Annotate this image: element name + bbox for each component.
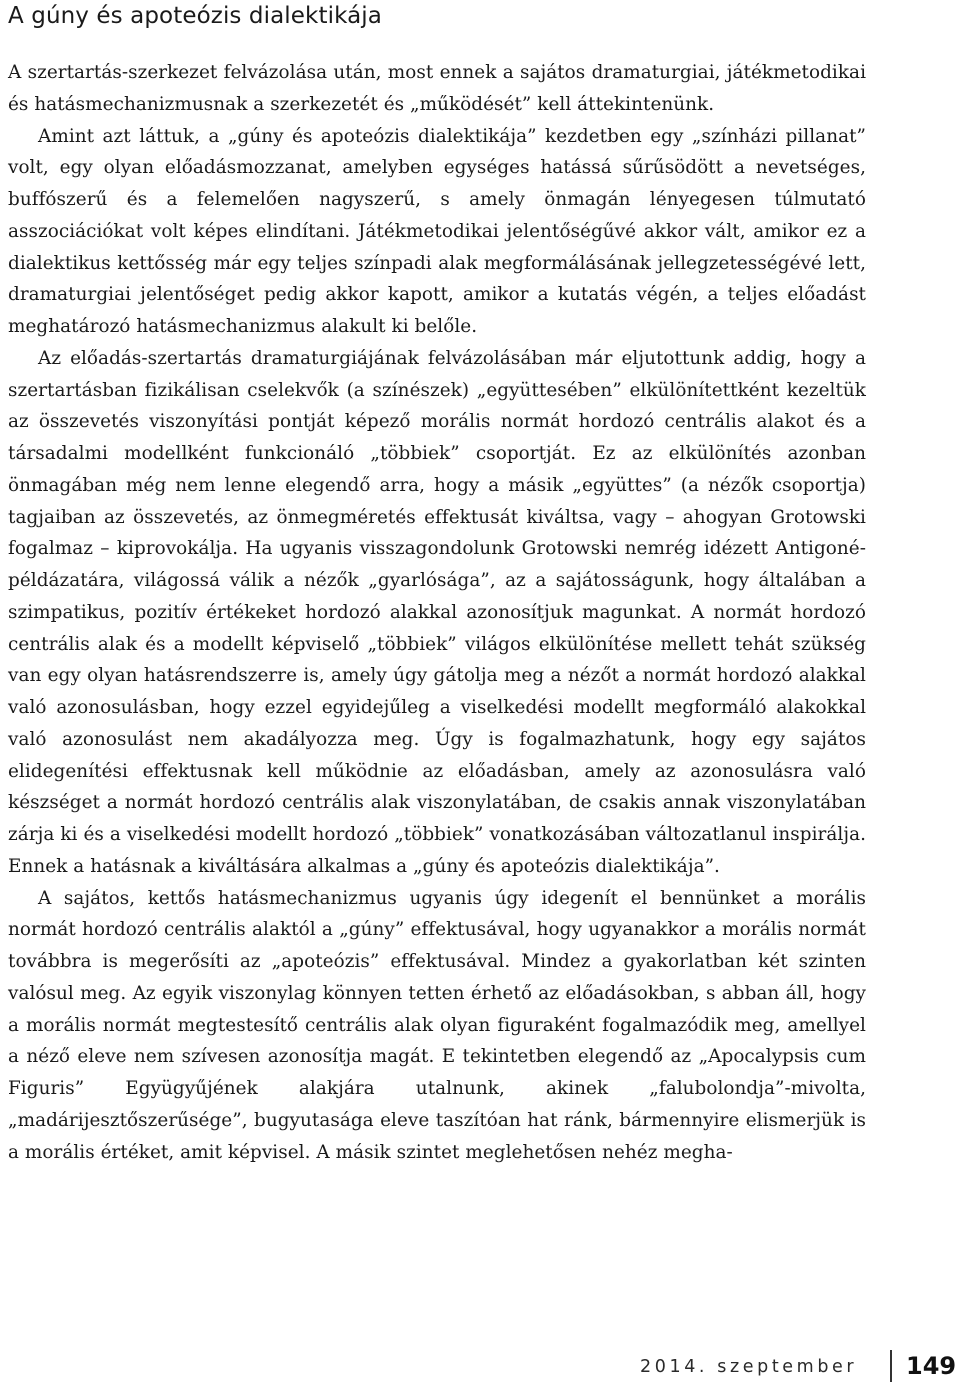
paragraph-dialectics: Amint azt láttuk, a „gúny és apoteózis dialektikája” kezdetben egy „színházi pillanat” volt, egy olyan előadásmozzanat, amelyben egységes hatássá sűrűsödött a nevetséges, buffószerű és a felemelően nagyszerű, s amely önmagán lényegesen túlmutató asszociációkat volt képes elindítani. Játékmetodikai jelentőségűvé akkor vált, amikor ez a dialektikus kettősség már egy teljes színpadi alak megformálásának jellegzetességévé lett, dramaturgiai jelentőséget pedig akkor kapott, amikor a kutatás végén, a teljes előadást meghatározó hatásmechanizmus alakult ki belőle. — [8, 125, 866, 337]
paragraph-mechanism: A sajátos, kettős hatásmechanizmus ugyanis úgy idegenít el bennünket a morális normát hordozó centrális alaktól a „gúny” effektusával, hogy ugyanakkor a morális normát továbbra is megerősíti az „apoteózis” effektusával. Mindez a gyakorlatban két szinten valósul meg. Az egyik viszonylag könnyen tetten érhető az előadásokban, s abban áll, hogy a morális normát megtestesítő centrális alak olyan figuraként fogalmazódik meg, amellyel a néző eleve nem szívesen azonosítja magát. E tekintetben elegendő az „Apocalypsis cum Figuris” Együgyűjének alakjára utalnunk, akinek „falubolondja”-mivolta, „madárijesztőszerűsége”, bugyutasága eleve taszítóan hat ránk, bármennyire elismerjük is a morális értéket, amit képvisel. A másik szintet meglehetősen nehéz megha- — [8, 887, 866, 1163]
paragraph-dramaturgy: Az előadás-szertartás dramaturgiájának felvázolásában már eljutottunk addig, hogy a szertartásban fizikálisan cselekvők (a színészek) „együttesében” elkülönítettként kezeltük az összevetés viszonyítási pontját képező morális normát hordozó centrális alakot és a társadalmi modellként funkcionáló „többiek” csoportját. Ez az elkülönítés azonban önmagában még nem lenne elegendő arra, hogy a másik „együttes” (a nézők csoportja) tagjaiban az összevetés, az önmegméretés effektusát kiváltsa, vagy – ahogyan Grotowski fogalmaz – kiprovokálja. Ha ugyanis visszagondolunk Grotowski nemrég idézett Antigoné-példázatára, világossá válik a nézők „gyarlósága”, az a sajátosságunk, hogy általában a szimpatikus, pozitív értékeket hordozó alakkal azonosítjuk magunkat. A normát hordozó centrális alak és a modellt képviselő „többiek” világos elkülönítése mellett tehát szükség van egy olyan hatásrendszerre is, amely úgy gátolja meg a nézőt a normát hordozó alakkal való azonosulásban, hogy ezzel egyidejűleg a viselkedési modellt megformáló alakokkal való azonosulást nem akadályozza meg. Úgy is fogalmazhatunk, hogy egy sajátos elidegenítési effektusnak kell működnie az előadásban, amely az azonosulásra való készséget a normát hordozó centrális alak viszonylatában, de csakis annak viszonylatában zárja ki és a viselkedési modellt hordozó „többiek” vonatkozásában változatlanul inspirálja. Ennek a hatásnak a kiváltására alkalmas a „gúny és apoteózis dialektikája”. — [8, 347, 866, 877]
paragraph-intro: A szertartás-szerkezet felvázolása után, most ennek a sajátos dramaturgiai, játékmetodikai és hatásmechanizmusnak a szerkezetét és „működését” kell áttekintenünk. — [8, 62, 866, 115]
footer-date: 2014. szeptember — [640, 1357, 858, 1377]
article-title: A gúny és apoteózis dialektikája — [8, 3, 382, 29]
article-body — [8, 57, 866, 1168]
page-number: 149 — [906, 1352, 957, 1380]
footer-divider — [890, 1350, 892, 1382]
